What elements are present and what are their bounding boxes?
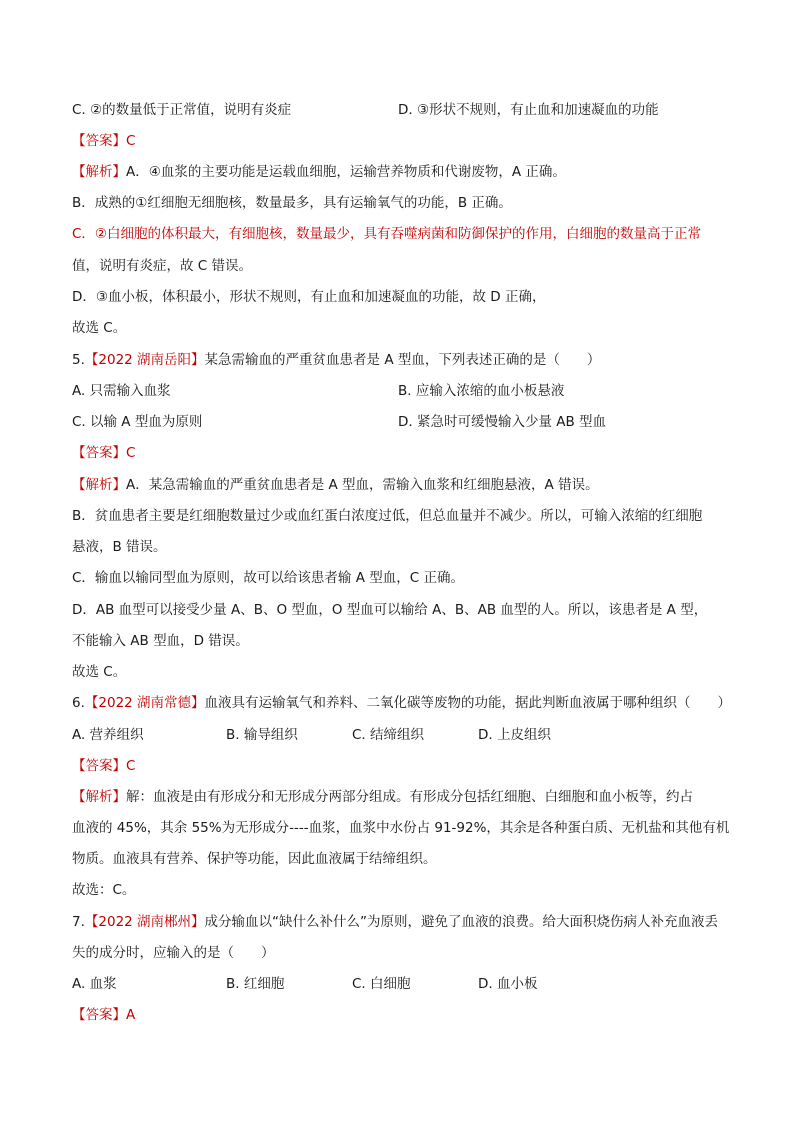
q6-option-b: B. 输导组织 — [226, 727, 298, 743]
answer-tag: 【答案】 — [72, 758, 126, 774]
q6-answer — [72, 756, 732, 776]
answer-tag: 【答案】 — [72, 1007, 126, 1023]
q4-analysis-line: 值，说明有炎症，故 C 错误。 — [72, 258, 253, 274]
answer-tag: 【答案】 — [72, 133, 126, 149]
q5-analysis-line: C．输血以输同型血为原则，故可以给该患者输 A 型血，C 正确。 — [72, 570, 464, 586]
question-source: 【2022 湖南常德】 — [84, 695, 205, 711]
q7-option-b: B. 红细胞 — [226, 976, 285, 992]
q5-analysis-line: 悬液，B 错误。 — [72, 539, 167, 555]
q5-answer — [72, 443, 732, 463]
q7-stem — [72, 912, 732, 932]
q7-stem-cont: 失的成分时，应输入的是（ ） — [72, 945, 275, 961]
question-source: 【2022 湖南岳阳】 — [84, 352, 205, 368]
q4-analysis-line: 【解析】A．④血浆的主要功能是运载血细胞，运输营养物质和代谢废物，A 正确。 — [72, 164, 566, 180]
answer-value: C — [126, 758, 136, 774]
q5-analysis-line: B．贫血患者主要是红细胞数量过少或血红蛋白浓度过低，但总血量并不减少。所以，可输入浓缩的红细胞 — [72, 508, 703, 524]
q6-option-d: D. 上皮组织 — [478, 727, 551, 743]
question-stem: 血液具有运输氧气和养料、二氧化碳等废物的功能，据此判断血液属于哪种组织（ ） — [204, 695, 732, 711]
q4-option-d: D. ③形状不规则，有止血和加速凝血的功能 — [398, 102, 659, 118]
q4-answer — [72, 131, 732, 151]
q5-option-b: B. 应输入浓缩的血小板悬液 — [398, 383, 565, 399]
q6-stem — [72, 693, 732, 713]
answer-value: C — [126, 133, 136, 149]
q4-option-c: C. ②的数量低于正常值，说明有炎症 — [72, 102, 292, 118]
q5-stem — [72, 350, 732, 370]
q6-analysis-line: 故选：C。 — [72, 882, 136, 898]
q7-option-a: A. 血浆 — [72, 976, 117, 992]
q6-analysis-line: 血液的 45%，其余 55%为无形成分----血浆，血浆中水份占 91-92%，其余是各种蛋白质、无机盐和其他有机 — [72, 820, 730, 836]
question-stem: 成分输血以“缺什么补什么”为原则，避免了血液的浪费。给大面积烧伤病人补充血液丢 — [204, 914, 719, 930]
answer-value: C — [126, 445, 136, 461]
q5-analysis-line: 不能输入 AB 型血，D 错误。 — [72, 633, 249, 649]
answer-tag: 【答案】 — [72, 445, 126, 461]
q6-analysis-line: 【解析】解：血液是由有形成分和无形成分两部分组成。有形成分包括红细胞、白细胞和血小板等，约占 — [72, 789, 693, 805]
q7-option-c: C. 白细胞 — [352, 976, 411, 992]
analysis-tag: 【解析】 — [72, 164, 126, 180]
question-stem: 某急需输血的严重贫血患者是 A 型血，下列表述正确的是（ ） — [204, 352, 601, 368]
q4-analysis-line: D．③血小板，体积最小，形状不规则，有止血和加速凝血的功能，故 D 正确， — [72, 289, 546, 305]
question-number: 6. — [72, 695, 85, 711]
q6-analysis-line: 物质。血液具有营养、保护等功能，因此血液属于结缔组织。 — [72, 851, 437, 867]
q5-analysis-line: 故选 C。 — [72, 664, 127, 680]
question-number: 7. — [72, 914, 85, 930]
q4-analysis-line: 故选 C。 — [72, 320, 127, 336]
analysis-tag: 【解析】 — [72, 789, 126, 805]
q5-option-d: D. 紧急时可缓慢输入少量 AB 型血 — [398, 414, 607, 430]
q4-analysis-line: C．②白细胞的体积最大，有细胞核，数量最少，具有吞噬病菌和防御保护的作用，白细胞的数量高于正常 — [72, 226, 702, 242]
q7-option-d: D. 血小板 — [478, 976, 538, 992]
q6-option-c: C. 结缔组织 — [352, 727, 425, 743]
q6-option-a: A. 营养组织 — [72, 727, 144, 743]
q5-option-a: A. 只需输入血浆 — [72, 383, 171, 399]
q5-option-c: C. 以输 A 型血为原则 — [72, 414, 203, 430]
question-source: 【2022 湖南郴州】 — [84, 914, 205, 930]
q5-analysis-line: D．AB 血型可以接受少量 A、B、O 型血，O 型血可以输给 A、B、AB 血型的人。所以，该患者是 A 型， — [72, 602, 708, 618]
question-number: 5. — [72, 352, 85, 368]
answer-value: A — [126, 1007, 136, 1023]
analysis-tag: 【解析】 — [72, 477, 126, 493]
q5-analysis-line: 【解析】A．某急需输血的严重贫血患者是 A 型血，需输入血浆和红细胞悬液，A 错误。 — [72, 477, 599, 493]
q7-answer — [72, 1005, 732, 1025]
q4-analysis-line: B．成熟的①红细胞无细胞核，数量最多，具有运输氧气的功能，B 正确。 — [72, 195, 512, 211]
